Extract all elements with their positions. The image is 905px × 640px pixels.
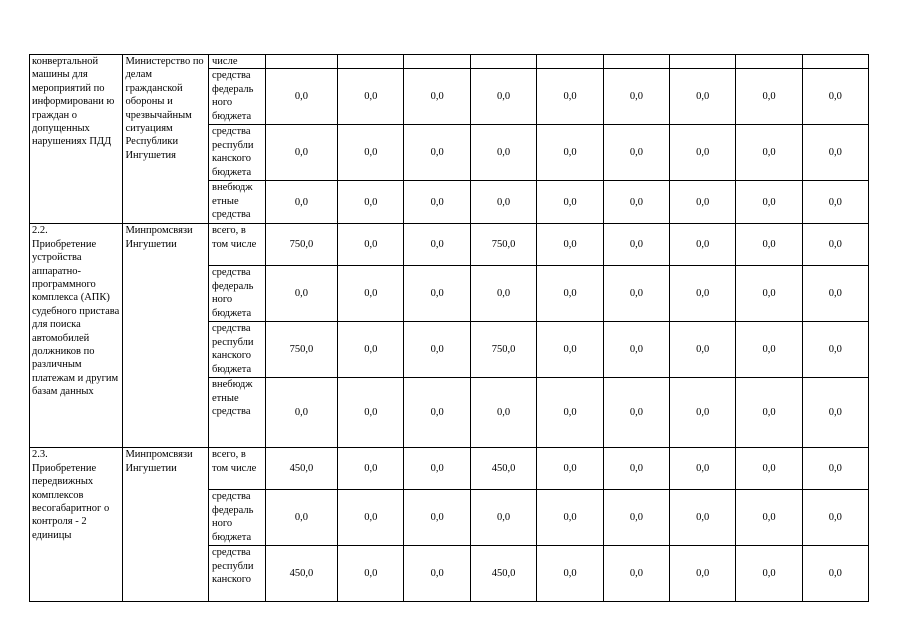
measure-name: Приобретение передвижных комплексов весогабаритног о контроля - 2 единицы — [32, 462, 110, 541]
measure-number: 2.3. — [32, 449, 48, 461]
value-cell — [670, 55, 736, 69]
value-cell: 750,0 — [470, 322, 537, 378]
value-cell: 0,0 — [404, 322, 470, 378]
value-cell: 0,0 — [670, 125, 736, 181]
value-cell: 0,0 — [802, 490, 868, 546]
executor-cell: Минпромсвязи Ингушетии — [123, 448, 209, 602]
funding-source-cell: средства республи канского бюджета — [209, 125, 266, 181]
value-cell: 0,0 — [265, 181, 337, 224]
value-cell: 0,0 — [603, 378, 669, 448]
value-cell: 0,0 — [736, 125, 802, 181]
executor-cell: Министерство по делам гражданской обороны и чрезвычайным ситуациям Республики Ингушетия — [123, 55, 209, 224]
value-cell: 0,0 — [338, 322, 404, 378]
value-cell: 450,0 — [265, 546, 337, 602]
value-cell: 0,0 — [404, 69, 470, 125]
value-cell: 750,0 — [265, 224, 337, 266]
funding-source-cell: числе — [209, 55, 266, 69]
value-cell: 750,0 — [470, 224, 537, 266]
budget-table — [29, 54, 905, 602]
value-cell: 0,0 — [670, 266, 736, 322]
value-cell: 0,0 — [736, 490, 802, 546]
funding-source-cell: средства республи канского бюджета — [209, 322, 266, 378]
value-cell: 0,0 — [404, 546, 470, 602]
funding-source-cell: всего, в том числе — [209, 224, 266, 266]
value-cell: 0,0 — [338, 181, 404, 224]
value-cell: 0,0 — [736, 181, 802, 224]
value-cell — [537, 55, 603, 69]
measure-cell — [30, 224, 123, 448]
value-cell: 0,0 — [603, 181, 669, 224]
value-cell: 0,0 — [736, 69, 802, 125]
value-cell: 0,0 — [338, 266, 404, 322]
value-cell: 0,0 — [603, 546, 669, 602]
value-cell: 0,0 — [470, 266, 537, 322]
funding-source-cell: всего, в том числе — [209, 448, 266, 490]
value-cell: 0,0 — [404, 125, 470, 181]
value-cell: 0,0 — [537, 490, 603, 546]
value-cell — [265, 55, 337, 69]
value-cell: 0,0 — [603, 322, 669, 378]
value-cell: 0,0 — [470, 69, 537, 125]
value-cell: 0,0 — [537, 322, 603, 378]
table-row — [30, 55, 905, 69]
value-cell: 0,0 — [802, 378, 868, 448]
value-cell: 0,0 — [537, 266, 603, 322]
value-cell: 0,0 — [265, 378, 337, 448]
value-cell: 0,0 — [802, 448, 868, 490]
value-cell: 0,0 — [802, 125, 868, 181]
value-cell: 0,0 — [265, 69, 337, 125]
value-cell: 0,0 — [670, 69, 736, 125]
value-cell: 0,0 — [603, 490, 669, 546]
value-cell: 0,0 — [537, 69, 603, 125]
value-cell: 0,0 — [802, 266, 868, 322]
value-cell: 450,0 — [470, 546, 537, 602]
value-cell: 0,0 — [537, 181, 603, 224]
value-cell: 0,0 — [736, 322, 802, 378]
value-cell: 0,0 — [404, 378, 470, 448]
value-cell: 0,0 — [603, 125, 669, 181]
measure-name: Приобретение устройства аппаратно-программного комплекса (АПК) судебного пристава для поиска автомобилей должников по различным платежам и другим базам данных — [32, 238, 120, 398]
value-cell: 0,0 — [603, 266, 669, 322]
value-cell: 0,0 — [470, 378, 537, 448]
value-cell — [404, 55, 470, 69]
executor-cell: Минпромсвязи Ингушетии — [123, 224, 209, 448]
value-cell: 0,0 — [670, 546, 736, 602]
value-cell: 0,0 — [470, 181, 537, 224]
value-cell: 0,0 — [670, 378, 736, 448]
value-cell: 0,0 — [802, 224, 868, 266]
value-cell: 0,0 — [603, 69, 669, 125]
funding-source-cell: средства федераль ного бюджета — [209, 266, 266, 322]
funding-source-cell: внебюдж етные средства — [209, 181, 266, 224]
value-cell: 0,0 — [802, 322, 868, 378]
value-cell: 0,0 — [338, 224, 404, 266]
value-cell: 0,0 — [736, 378, 802, 448]
value-cell — [603, 55, 669, 69]
value-cell: 0,0 — [265, 490, 337, 546]
value-cell: 0,0 — [537, 378, 603, 448]
value-cell: 0,0 — [338, 546, 404, 602]
value-cell: 0,0 — [338, 69, 404, 125]
value-cell: 0,0 — [338, 448, 404, 490]
value-cell: 0,0 — [265, 125, 337, 181]
value-cell: 0,0 — [338, 378, 404, 448]
value-cell: 0,0 — [470, 490, 537, 546]
value-cell: 0,0 — [670, 448, 736, 490]
value-cell: 0,0 — [670, 224, 736, 266]
value-cell: 0,0 — [470, 125, 537, 181]
value-cell — [338, 55, 404, 69]
funding-source-cell: средства республи канского — [209, 546, 266, 602]
value-cell: 750,0 — [265, 322, 337, 378]
value-cell: 0,0 — [537, 125, 603, 181]
value-cell: 0,0 — [670, 322, 736, 378]
value-cell: 450,0 — [470, 448, 537, 490]
measure-number: 2.2. — [32, 225, 48, 237]
funding-source-cell: внебюдж етные средства — [209, 378, 266, 448]
value-cell: 0,0 — [670, 181, 736, 224]
measure-cell — [30, 448, 123, 602]
value-cell — [736, 55, 802, 69]
value-cell: 0,0 — [670, 490, 736, 546]
table-row — [30, 224, 905, 266]
value-cell: 0,0 — [537, 546, 603, 602]
value-cell: 0,0 — [404, 181, 470, 224]
value-cell: 0,0 — [404, 224, 470, 266]
value-cell: 0,0 — [404, 490, 470, 546]
value-cell: 0,0 — [802, 181, 868, 224]
funding-source-cell: средства федераль ного бюджета — [209, 69, 266, 125]
value-cell: 0,0 — [603, 224, 669, 266]
value-cell: 0,0 — [736, 448, 802, 490]
value-cell: 0,0 — [802, 546, 868, 602]
value-cell: 0,0 — [802, 69, 868, 125]
measure-name: конвертальной машины для мероприятий по информировани ю граждан о допущенных нарушениях ПДД — [32, 56, 115, 148]
value-cell: 0,0 — [338, 125, 404, 181]
value-cell: 0,0 — [603, 448, 669, 490]
value-cell: 0,0 — [736, 546, 802, 602]
value-cell: 0,0 — [404, 266, 470, 322]
measure-cell — [30, 55, 123, 224]
value-cell: 0,0 — [537, 448, 603, 490]
value-cell: 0,0 — [736, 266, 802, 322]
value-cell — [470, 55, 537, 69]
value-cell: 0,0 — [338, 490, 404, 546]
funding-source-cell: средства федераль ного бюджета — [209, 490, 266, 546]
table-row — [30, 448, 905, 490]
value-cell: 0,0 — [404, 448, 470, 490]
value-cell: 0,0 — [736, 224, 802, 266]
value-cell — [802, 55, 868, 69]
value-cell: 450,0 — [265, 448, 337, 490]
value-cell: 0,0 — [265, 266, 337, 322]
value-cell: 0,0 — [537, 224, 603, 266]
